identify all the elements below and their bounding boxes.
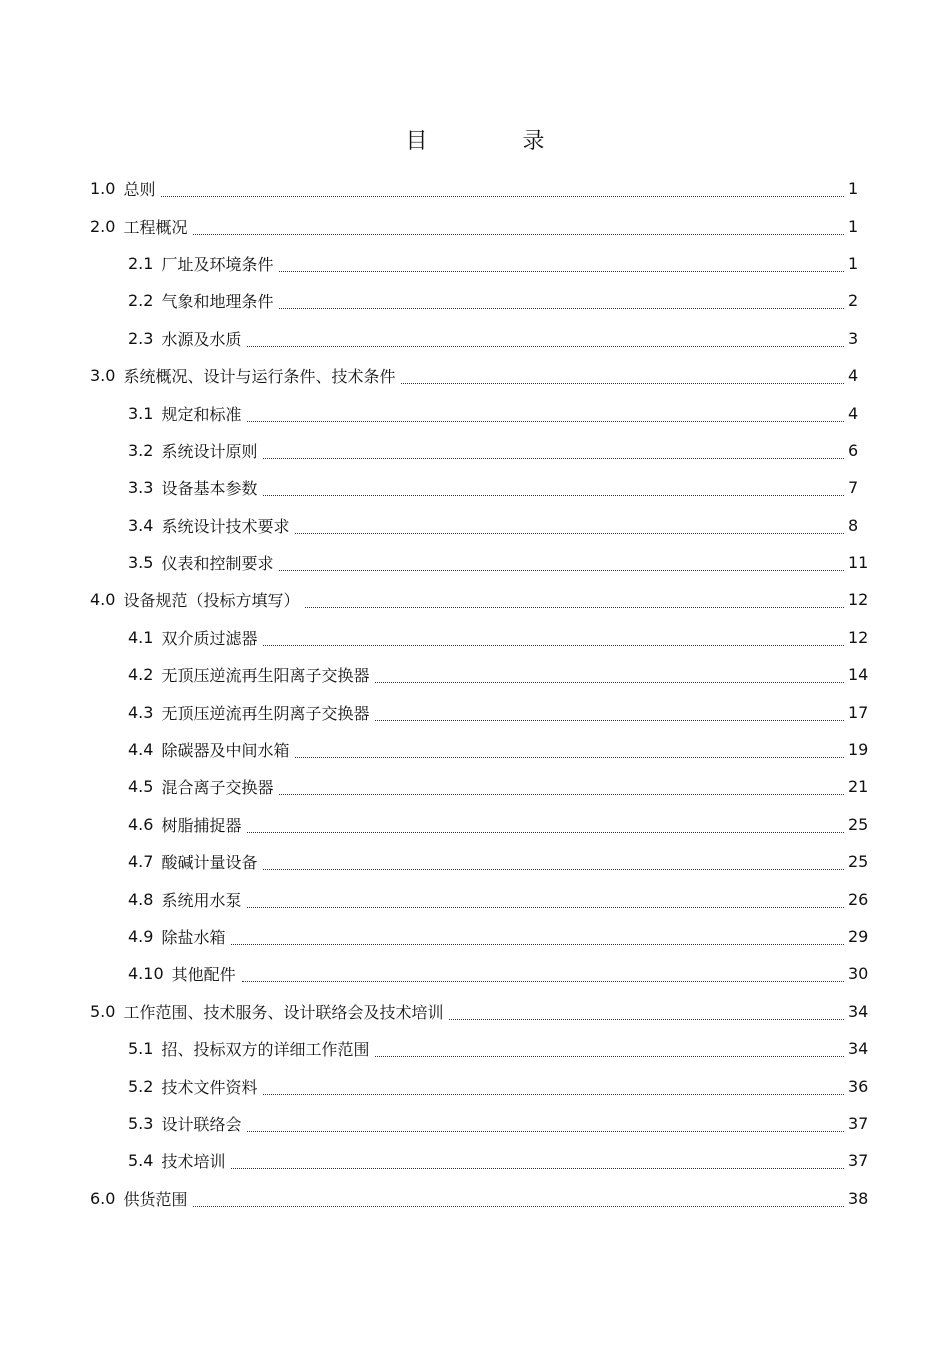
toc-entry-page-number: 14 <box>848 665 869 685</box>
toc-entry[interactable] <box>0 843 950 880</box>
toc-entry-title: 系统用水泵 <box>161 890 242 910</box>
toc-entry[interactable] <box>0 993 950 1030</box>
dot-leader <box>247 895 844 908</box>
toc-entry-title: 水源及水质 <box>161 329 242 349</box>
toc-entry[interactable] <box>0 806 950 843</box>
toc-entry[interactable] <box>0 918 950 955</box>
toc-entry-page-number: 2 <box>848 291 859 311</box>
toc-entry-number: 2.0 <box>90 216 116 236</box>
toc-entry-title: 除盐水箱 <box>161 928 226 947</box>
toc-entry-number: 3.3 <box>128 478 154 498</box>
toc-entry-title: 气象和地理条件 <box>161 292 274 312</box>
toc-entry-title: 技术培训 <box>161 1152 226 1172</box>
toc-entry-page-number: 17 <box>848 702 869 722</box>
toc-entry-page-number: 25 <box>848 814 869 834</box>
toc-entry-number: 2.1 <box>128 253 154 273</box>
dot-leader <box>263 446 844 459</box>
dot-leader <box>449 1007 844 1020</box>
toc-entry-page-number: 29 <box>848 927 869 946</box>
toc-entry-title: 工作范围、技术服务、设计联络会及技术培训 <box>123 1002 444 1022</box>
toc-entry[interactable] <box>0 955 950 992</box>
toc-entry[interactable] <box>0 1105 950 1142</box>
toc-entry-page-number: 12 <box>848 590 869 610</box>
toc-entry-page-number: 11 <box>848 553 869 573</box>
toc-entry-title: 供货范围 <box>123 1189 188 1209</box>
toc-entry-title: 技术文件资料 <box>161 1077 258 1097</box>
toc-entry-page-number: 4 <box>848 366 859 386</box>
toc-entry-number: 4.2 <box>128 665 154 685</box>
toc-entry-title: 设备规范（投标方填写） <box>123 591 300 611</box>
toc-entry-page-number: 4 <box>848 403 859 423</box>
dot-leader <box>375 670 844 683</box>
toc-entry-title: 系统概况、设计与运行条件、技术条件 <box>123 367 396 387</box>
toc-entry-number: 2.2 <box>128 291 154 311</box>
toc-entry-page-number: 12 <box>848 627 869 647</box>
toc-entry-number: 4.5 <box>128 777 154 797</box>
toc-entry-title: 双介质过滤器 <box>161 628 258 648</box>
toc-entry[interactable] <box>0 768 950 805</box>
toc-entry-title: 系统设计技术要求 <box>161 516 290 536</box>
toc-entry-title: 总则 <box>123 180 156 200</box>
dot-leader <box>375 1044 844 1057</box>
toc-entry-title: 混合离子交换器 <box>161 778 274 798</box>
toc-entry[interactable] <box>0 357 950 394</box>
toc-entry-number: 4.3 <box>128 702 154 722</box>
toc-entry-number: 4.0 <box>90 590 116 610</box>
toc-entry-title: 设备基本参数 <box>161 479 258 499</box>
dot-leader <box>279 259 844 272</box>
dot-leader <box>279 558 844 571</box>
toc-entry-page-number: 30 <box>848 964 869 984</box>
dot-leader <box>247 1119 844 1132</box>
toc-entry-title: 树脂捕捉器 <box>161 815 242 835</box>
toc-entry-number: 4.6 <box>128 814 154 834</box>
toc-entry-title: 酸碱计量设备 <box>161 853 258 873</box>
dot-leader <box>247 334 844 347</box>
toc-entry-number: 4.9 <box>128 927 154 946</box>
toc-entry-number: 4.10 <box>128 964 164 984</box>
dot-leader <box>193 1194 844 1207</box>
toc-entry-number: 5.3 <box>128 1113 154 1133</box>
dot-leader <box>231 1156 844 1169</box>
dot-leader <box>295 745 844 758</box>
dot-leader <box>247 820 844 833</box>
toc-entry[interactable] <box>0 581 950 618</box>
dot-leader <box>193 222 844 235</box>
toc-entry-title: 系统设计原则 <box>161 441 258 461</box>
toc-entry-number: 1.0 <box>90 179 116 199</box>
toc-entry-page-number: 37 <box>848 1151 869 1171</box>
toc-entry-page-number: 1 <box>848 253 859 273</box>
dot-leader <box>263 633 844 646</box>
toc-entry[interactable] <box>0 507 950 544</box>
toc-entry-page-number: 38 <box>848 1188 869 1208</box>
toc-entry[interactable] <box>0 693 950 730</box>
toc-entry-page-number: 6 <box>848 440 859 460</box>
toc-entry-title: 无顶压逆流再生阳离子交换器 <box>161 666 370 686</box>
toc-entry[interactable] <box>0 1142 950 1179</box>
toc-entry-page-number: 7 <box>848 478 859 498</box>
toc-entry-title: 招、投标双方的详细工作范围 <box>161 1040 370 1060</box>
toc-entry-number: 3.0 <box>90 366 116 386</box>
dot-leader <box>231 932 844 945</box>
toc-entry-number: 4.4 <box>128 740 154 760</box>
dot-leader <box>279 296 844 309</box>
toc-entry-title: 设计联络会 <box>161 1114 242 1134</box>
toc-entry-number: 4.1 <box>128 627 154 647</box>
dot-leader <box>375 708 844 721</box>
toc-entry-number: 5.4 <box>128 1151 154 1171</box>
toc-entry-title: 规定和标准 <box>161 404 242 424</box>
toc-entry-number: 4.7 <box>128 852 154 872</box>
dot-leader <box>242 969 844 982</box>
toc-entry-number: 5.1 <box>128 1039 154 1059</box>
toc-entry[interactable] <box>0 731 950 768</box>
toc-entry[interactable] <box>0 320 950 357</box>
toc-entry[interactable] <box>0 1067 950 1104</box>
toc-entry[interactable] <box>0 469 950 506</box>
toc-entry[interactable] <box>0 207 950 244</box>
dot-leader <box>263 1082 844 1095</box>
toc-entry[interactable] <box>0 880 950 917</box>
toc-entry-number: 3.5 <box>128 553 154 573</box>
toc-entry-page-number: 19 <box>848 740 869 760</box>
toc-entry[interactable] <box>0 1180 950 1217</box>
toc-entry-number: 3.4 <box>128 515 154 535</box>
toc-entry-page-number: 8 <box>848 515 859 535</box>
dot-leader <box>305 595 844 608</box>
toc-entry-number: 2.3 <box>128 328 154 348</box>
toc-title: 目 录 <box>405 129 589 154</box>
toc-entry[interactable] <box>0 394 950 431</box>
toc-entry-title: 厂址及环境条件 <box>161 254 274 274</box>
toc-entry-number: 5.0 <box>90 1001 116 1021</box>
toc-entry-title: 无顶压逆流再生阴离子交换器 <box>161 703 370 723</box>
toc-entry-page-number: 34 <box>848 1001 869 1021</box>
toc-entry[interactable] <box>0 170 950 207</box>
toc-entry[interactable] <box>0 1030 950 1067</box>
toc-entry-number: 4.8 <box>128 889 154 909</box>
toc-entry-title: 除碳器及中间水箱 <box>161 741 290 761</box>
toc-entry-page-number: 25 <box>848 852 869 872</box>
toc-entry-page-number: 37 <box>848 1113 869 1133</box>
toc-entry[interactable] <box>0 656 950 693</box>
toc-entry-page-number: 1 <box>848 179 859 199</box>
toc-entry-page-number: 21 <box>848 777 869 797</box>
dot-leader <box>295 521 844 534</box>
dot-leader <box>161 184 844 197</box>
dot-leader <box>279 782 844 795</box>
dot-leader <box>263 857 844 870</box>
toc-entry-title: 其他配件 <box>171 965 236 985</box>
toc-entry-number: 5.2 <box>128 1076 154 1096</box>
toc-entry-number: 3.2 <box>128 440 154 460</box>
toc-entry-page-number: 3 <box>848 328 859 348</box>
toc-entry-page-number: 36 <box>848 1076 869 1096</box>
toc-entry-number: 6.0 <box>90 1188 116 1208</box>
dot-leader <box>401 371 844 384</box>
toc-entry[interactable] <box>0 245 950 282</box>
toc-entry-title: 仪表和控制要求 <box>161 554 274 574</box>
toc-entry-page-number: 1 <box>848 216 859 236</box>
toc-list <box>0 170 950 1217</box>
toc-entry[interactable] <box>0 619 950 656</box>
toc-entry[interactable] <box>0 432 950 469</box>
toc-entry-page-number: 26 <box>848 889 869 909</box>
toc-entry-number: 3.1 <box>128 403 154 423</box>
toc-entry-page-number: 34 <box>848 1039 869 1059</box>
toc-entry-title: 工程概况 <box>123 217 188 237</box>
dot-leader <box>247 409 844 422</box>
toc-entry[interactable] <box>0 282 950 319</box>
dot-leader <box>263 483 844 496</box>
toc-entry[interactable] <box>0 544 950 581</box>
